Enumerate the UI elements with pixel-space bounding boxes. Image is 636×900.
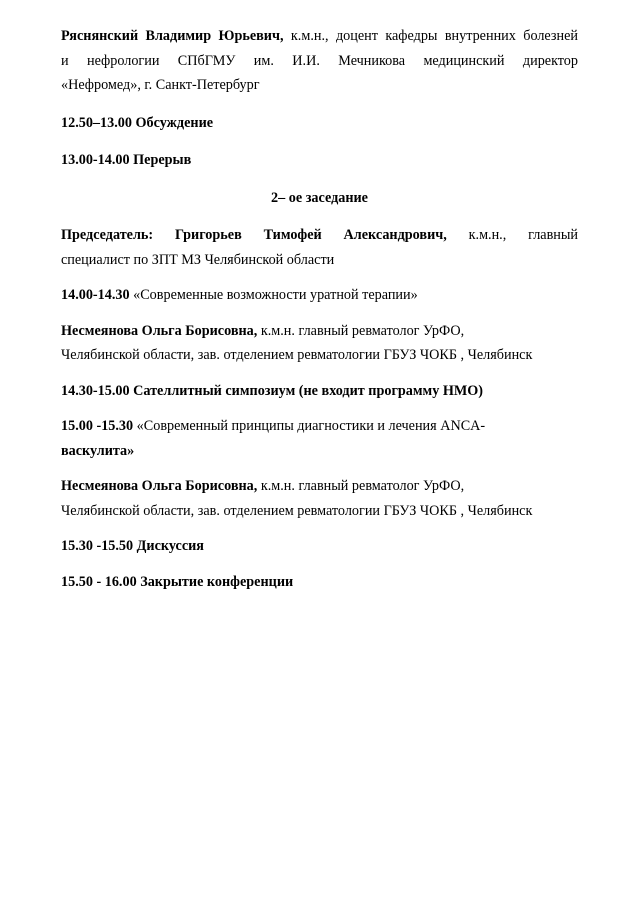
symposium-item: 14.30-15.00 Сателлитный симпозиум (не входит программу НМО) [61, 382, 484, 399]
chair-block [61, 223, 578, 272]
document-page [61, 24, 578, 594]
speaker-line-2: Челябинской области, зав. отделением ревматологии ГБУЗ ЧОКБ , Челябинск [61, 347, 533, 363]
closing-item: 15.50 - 16.00 Закрытие конференции [61, 573, 294, 590]
chair-name: Григорьев Тимофей Александрович, [175, 227, 447, 243]
talk-line-2: васкулита» [61, 442, 135, 459]
chair-credentials: к.м.н., главный [446, 227, 579, 243]
speaker-name: Ряснянский Владимир Юрьевич, [61, 28, 284, 44]
chair-line-2: специалист по ЗПТ МЗ Челябинской области [61, 251, 335, 268]
talk-time: 15.00 -15.30 [61, 418, 134, 434]
speaker-block-nesmeyanova-2 [61, 474, 578, 523]
discussion-item-2: 15.30 -15.50 Дискуссия [61, 538, 204, 554]
discussion-item: 12.50–13.00 Обсуждение [61, 114, 214, 131]
speaker-block-ryasnyansky [61, 24, 578, 98]
talk-item-2 [61, 414, 578, 463]
chair-line-1 [61, 223, 578, 248]
speaker-line-2: и нефрологии СПбГМУ им. И.И. Мечникова медицинский директор [61, 52, 578, 69]
speaker-line-1 [61, 319, 578, 344]
chair-label: Председатель: [61, 227, 154, 243]
speaker-line-2: Челябинской области, зав. отделением ревматологии ГБУЗ ЧОКБ , Челябинск [61, 502, 533, 519]
talk-title: «Современный принципы диагностики и лечения ANCA- [133, 418, 486, 434]
talk-time: 14.00-14.30 [61, 287, 130, 303]
speaker-block-nesmeyanova-1 [61, 319, 578, 368]
speaker-name: Несмеянова Ольга Борисовна, [61, 478, 258, 494]
break-item: 13.00-14.00 Перерыв [61, 152, 192, 168]
speaker-line-3: «Нефромед», г. Санкт-Петербург [61, 77, 260, 93]
speaker-name: Несмеянова Ольга Борисовна, [61, 322, 258, 339]
speaker-line-1 [61, 24, 578, 49]
speaker-credentials: к.м.н. главный ревматолог УрФО, [257, 322, 465, 339]
speaker-credentials: к.м.н., доцент кафедры внутренних болезней [283, 28, 578, 44]
speaker-line-1 [61, 474, 578, 499]
talk-title: «Современные возможности уратной терапии» [129, 287, 418, 303]
talk-line-1 [61, 414, 578, 439]
speaker-credentials: к.м.н. главный ревматолог УрФО, [257, 478, 465, 494]
session-title: 2– ое заседание [271, 189, 368, 206]
talk-item-1 [61, 283, 578, 308]
